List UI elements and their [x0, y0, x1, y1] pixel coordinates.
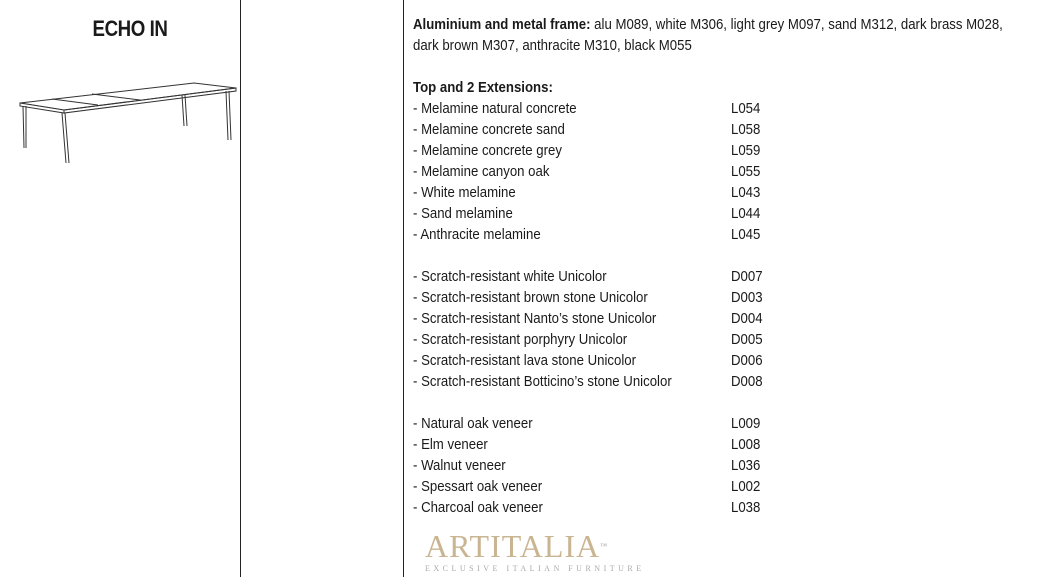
melamine-group	[413, 98, 1043, 245]
finish-row	[413, 266, 1043, 287]
finish-code: L044	[731, 205, 761, 222]
finish-name: - Scratch-resistant porphyry Unicolor	[413, 331, 628, 348]
finish-code: L045	[731, 226, 761, 243]
finish-row	[413, 455, 1043, 476]
finishes-content	[413, 14, 1043, 518]
finish-code: D005	[731, 331, 763, 348]
finish-name: - Scratch-resistant Nanto’s stone Unicolor	[413, 310, 657, 327]
artitalia-logo	[425, 530, 645, 573]
frame-label: Aluminium and metal frame:	[413, 16, 591, 33]
finish-name: - Spessart oak veneer	[413, 478, 543, 495]
finish-row	[413, 497, 1043, 518]
frame-options: alu M089, white M306, light grey M097, sand M312, dark brass M028, dark brown M307, anthracite M310, black M055	[413, 16, 1003, 54]
finish-name: - Anthracite melamine	[413, 226, 541, 243]
veneer-group	[413, 413, 1043, 518]
finish-row	[413, 350, 1043, 371]
top-heading: Top and 2 Extensions:	[413, 79, 553, 96]
product-column	[0, 0, 240, 577]
finish-name: - White melamine	[413, 184, 516, 201]
finish-code: L054	[731, 100, 761, 117]
finish-code: L036	[731, 457, 761, 474]
finish-row	[413, 434, 1043, 455]
finish-row	[413, 140, 1043, 161]
finish-code: D008	[731, 373, 763, 390]
finish-row	[413, 161, 1043, 182]
finish-row	[413, 98, 1043, 119]
finish-row	[413, 329, 1043, 350]
finish-code: L008	[731, 436, 761, 453]
finish-row	[413, 224, 1043, 245]
finish-code: L043	[731, 184, 761, 201]
finish-name: - Melamine concrete grey	[413, 142, 562, 159]
logo-wordmark	[425, 530, 645, 562]
frame-finishes	[413, 14, 1029, 56]
finish-row	[413, 203, 1043, 224]
finish-name: - Elm veneer	[413, 436, 488, 453]
finish-code: L002	[731, 478, 761, 495]
finish-name: - Melamine canyon oak	[413, 163, 550, 180]
finish-name: - Natural oak veneer	[413, 415, 533, 432]
finish-row	[413, 182, 1043, 203]
finish-name: - Charcoal oak veneer	[413, 499, 543, 516]
finish-code: D006	[731, 352, 763, 369]
finish-row	[413, 413, 1043, 434]
finish-code: L058	[731, 121, 761, 138]
trademark-symbol: ™	[600, 542, 609, 550]
finish-name: - Sand melamine	[413, 205, 513, 222]
finish-row	[413, 308, 1043, 329]
column-divider-left	[240, 0, 241, 577]
finish-name: - Scratch-resistant lava stone Unicolor	[413, 352, 637, 369]
finish-name: - Melamine concrete sand	[413, 121, 565, 138]
product-title: ECHO IN	[92, 16, 168, 41]
finish-code: L009	[731, 415, 761, 432]
scratch-resistant-group	[413, 266, 1043, 392]
finish-code: D003	[731, 289, 763, 306]
logo-text: ARTITALIA	[425, 528, 601, 564]
finish-code: D004	[731, 310, 763, 327]
finish-row	[413, 476, 1043, 497]
finish-name: - Melamine natural concrete	[413, 100, 577, 117]
logo-tagline: EXCLUSIVE ITALIAN FURNITURE	[425, 564, 645, 573]
finish-code: D007	[731, 268, 763, 285]
finish-name: - Walnut veneer	[413, 457, 506, 474]
finish-code: L038	[731, 499, 761, 516]
finish-name: - Scratch-resistant brown stone Unicolor	[413, 289, 648, 306]
finish-row	[413, 287, 1043, 308]
finish-name: - Scratch-resistant Botticino’s stone Unicolor	[413, 373, 672, 390]
column-divider-right	[403, 0, 404, 577]
finish-row	[413, 119, 1043, 140]
table-drawing	[14, 78, 239, 168]
finish-code: L059	[731, 142, 761, 159]
finish-row	[413, 371, 1043, 392]
finish-name: - Scratch-resistant white Unicolor	[413, 268, 607, 285]
finish-code: L055	[731, 163, 761, 180]
